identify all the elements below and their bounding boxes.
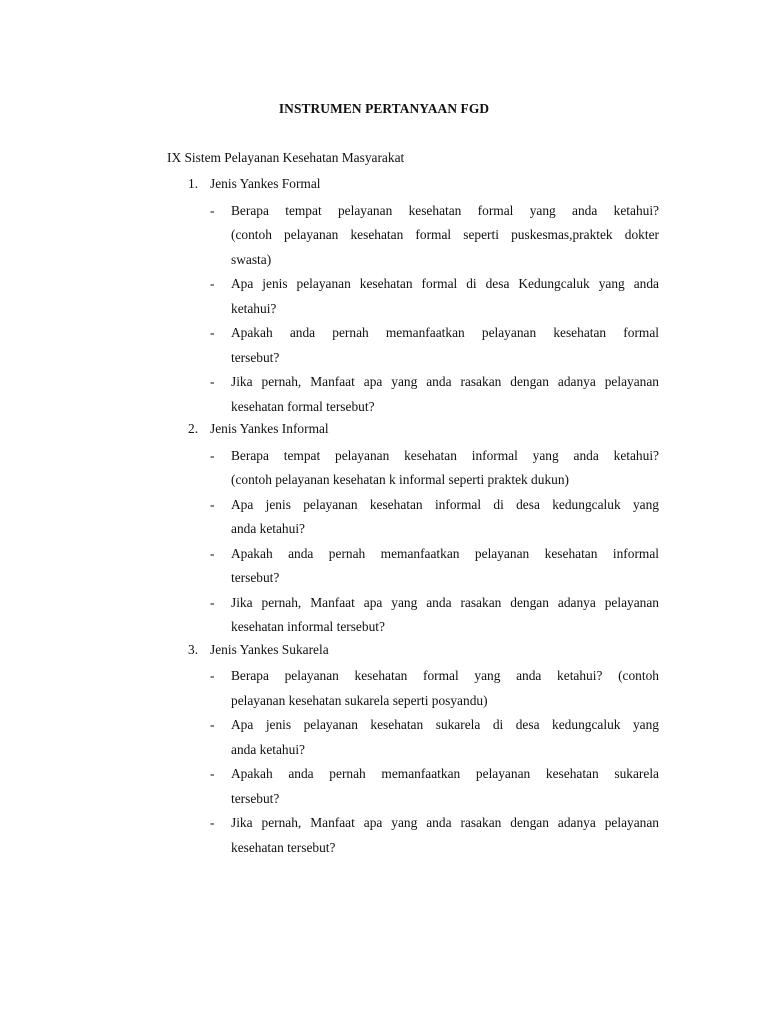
bullet-dash: - [210,276,215,291]
question-groups [0,174,768,860]
question-item [210,762,659,811]
question-text-line: anda ketahui? [231,741,305,757]
question-text-line: anda ketahui? [231,521,305,536]
question-item [210,321,659,370]
question-text-line: kesehatan informal tersebut? [231,619,385,634]
question-text-line: Apa jenis pelayanan kesehatan informal di desa kedungcaluk yang [231,496,659,512]
question-item [210,444,659,493]
question-text-line: Berapa pelayanan kesehatan formal yang anda ketahui? (contoh [231,668,659,683]
bullet-dash: - [210,202,215,218]
question-item [210,811,659,860]
question-text-line: Berapa tempat pelayanan kesehatan formal yang anda ketahui? [231,202,659,218]
question-text-line: Jika pernah, Manfaat apa yang anda rasakan dengan adanya pelayanan [231,815,659,830]
question-text-line: Apakah anda pernah memanfaatkan pelayanan kesehatan informal [231,545,659,561]
group-label: Jenis Yankes Formal [210,176,321,191]
bullet-dash: - [210,325,215,340]
question-item [210,713,659,762]
question-text-line: Jika pernah, Manfaat apa yang anda rasakan dengan adanya pelayanan [231,374,659,389]
group-number: 1. [188,176,199,191]
question-text-line: Apakah anda pernah memanfaatkan pelayanan kesehatan formal [231,325,659,340]
group-label: Jenis Yankes Sukarela [210,641,329,657]
group-title [0,174,768,199]
question-item [210,493,659,542]
question-item [210,591,659,640]
bullet-dash: - [210,545,215,561]
question-item [210,370,659,419]
bullet-dash: - [210,496,215,512]
question-text-line: tersebut? [231,790,280,806]
bullet-dash: - [210,766,215,781]
document-title: INSTRUMEN PERTANYAAN FGD [278,101,490,116]
group-number: 3. [188,641,199,657]
bullet-dash: - [210,815,215,830]
question-text-line: kesehatan tersebut? [231,839,336,855]
group-title [0,640,768,665]
question-item [210,664,659,713]
question-text-line: ketahui? [231,300,277,316]
question-text-line: tersebut? [231,349,280,365]
group-title [0,419,768,444]
question-item [210,199,659,273]
question-text-line: Jika pernah, Manfaat apa yang anda rasakan dengan adanya pelayanan [231,594,659,610]
question-text-line: kesehatan formal tersebut? [231,398,375,414]
bullet-dash: - [210,594,215,610]
section-heading: IX Sistem Pelayanan Kesehatan Masyarakat [167,150,405,165]
question-text-line: pelayanan kesehatan sukarela seperti posyandu) [231,692,488,708]
bullet-dash: - [210,717,215,732]
bullet-dash: - [210,447,215,463]
question-text-line: Apa jenis pelayanan kesehatan formal di desa Kedungcaluk yang anda [231,276,659,291]
group-label: Jenis Yankes Informal [210,421,329,436]
question-text-line: Apa jenis pelayanan kesehatan sukarela di desa kedungcaluk yang [231,717,659,732]
bullet-dash: - [210,374,215,389]
group-number: 2. [188,421,199,436]
question-text-line: Berapa tempat pelayanan kesehatan informal yang anda ketahui? [231,447,659,463]
question-text-line: tersebut? [231,570,280,585]
bullet-dash: - [210,668,215,683]
question-text-line: (contoh pelayanan kesehatan formal seperti puskesmas,praktek dokter [231,227,659,242]
question-text-line: (contoh pelayanan kesehatan k informal seperti praktek dukun) [231,472,569,487]
question-item [210,272,659,321]
question-item [210,542,659,591]
question-text-line: swasta) [231,251,272,267]
question-text-line: Apakah anda pernah memanfaatkan pelayanan kesehatan sukarela [231,766,659,781]
